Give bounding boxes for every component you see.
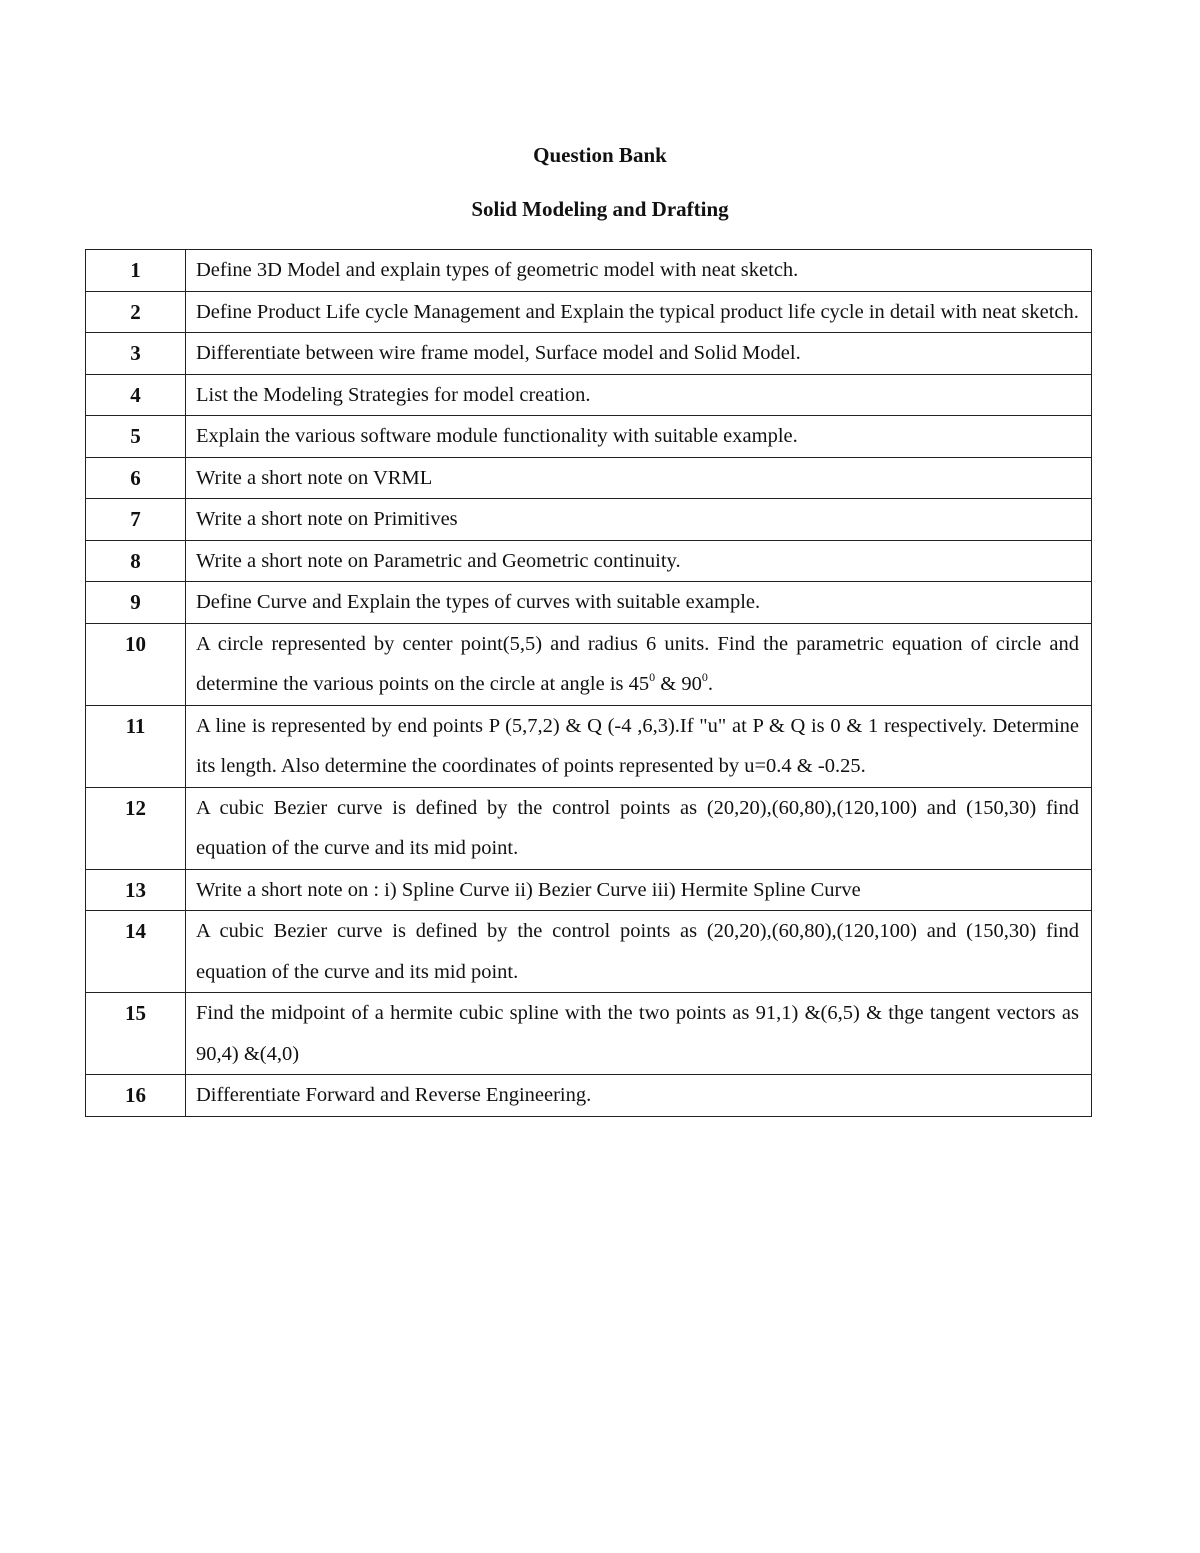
question-text: Explain the various software module functionality with suitable example.: [186, 416, 1092, 458]
question-number: 11: [86, 705, 186, 787]
question-text: Write a short note on VRML: [186, 457, 1092, 499]
degree-superscript: 0: [649, 670, 656, 684]
table-row: [86, 499, 1092, 541]
question-text: Define Curve and Explain the types of curves with suitable example.: [186, 582, 1092, 624]
question-number: 6: [86, 457, 186, 499]
table-row: [86, 623, 1092, 705]
table-row: [86, 911, 1092, 993]
question-table: [85, 249, 1092, 1117]
question-number: 15: [86, 993, 186, 1075]
table-row: [86, 291, 1092, 333]
question-text: Differentiate Forward and Reverse Engineering.: [186, 1075, 1092, 1117]
table-row: [86, 993, 1092, 1075]
table-row: [86, 416, 1092, 458]
table-row: [86, 869, 1092, 911]
question-text: Write a short note on : i) Spline Curve ii) Bezier Curve iii) Hermite Spline Curve: [186, 869, 1092, 911]
question-text-main: A circle represented by center point(5,5) and radius 6 units. Find the parametric equation of circle and determine the various points on the circle at angle is 45: [196, 632, 1079, 695]
question-number: 7: [86, 499, 186, 541]
question-text: Write a short note on Primitives: [186, 499, 1092, 541]
page-subtitle: Solid Modeling and Drafting: [471, 197, 729, 221]
question-number: 12: [86, 787, 186, 869]
question-text: Differentiate between wire frame model, Surface model and Solid Model.: [186, 333, 1092, 375]
table-row: [86, 374, 1092, 416]
table-row: [86, 705, 1092, 787]
question-text: Define 3D Model and explain types of geometric model with neat sketch.: [186, 250, 1092, 292]
question-number: 3: [86, 333, 186, 375]
question-text: Find the midpoint of a hermite cubic spline with the two points as 91,1) &(6,5) & thge tangent vectors as 90,4) &(4,0): [186, 993, 1092, 1075]
page-title: Question Bank: [533, 143, 667, 167]
table-row: [86, 787, 1092, 869]
question-number: 8: [86, 540, 186, 582]
table-row: [86, 540, 1092, 582]
question-number: 1: [86, 250, 186, 292]
table-row: [86, 333, 1092, 375]
question-text-end: .: [707, 673, 713, 695]
question-text: A cubic Bezier curve is defined by the control points as (20,20),(60,80),(120,100) and (150,30) find equation of the curve and its mid point.: [186, 911, 1092, 993]
question-text: Write a short note on Parametric and Geometric continuity.: [186, 540, 1092, 582]
table-row: [86, 457, 1092, 499]
question-number: 13: [86, 869, 186, 911]
question-number: 2: [86, 291, 186, 333]
table-row: [86, 1075, 1092, 1117]
question-text-mid: & 90: [655, 673, 702, 695]
question-number: 5: [86, 416, 186, 458]
table-row: [86, 250, 1092, 292]
question-number: 16: [86, 1075, 186, 1117]
question-number: 4: [86, 374, 186, 416]
question-number: 14: [86, 911, 186, 993]
table-row: [86, 582, 1092, 624]
question-text: [186, 623, 1092, 705]
degree-superscript: 0: [701, 670, 708, 684]
question-number: 9: [86, 582, 186, 624]
question-text: A line is represented by end points P (5,7,2) & Q (-4 ,6,3).If "u" at P & Q is 0 & 1 respectively. Determine its length. Also determine the coordinates of points represented by u=0.4 & -0.25.: [186, 705, 1092, 787]
question-text: Define Product Life cycle Management and Explain the typical product life cycle in detail with neat sketch.: [186, 291, 1092, 333]
question-text: A cubic Bezier curve is defined by the control points as (20,20),(60,80),(120,100) and (150,30) find equation of the curve and its mid point.: [186, 787, 1092, 869]
question-text: List the Modeling Strategies for model creation.: [186, 374, 1092, 416]
question-number: 10: [86, 623, 186, 705]
